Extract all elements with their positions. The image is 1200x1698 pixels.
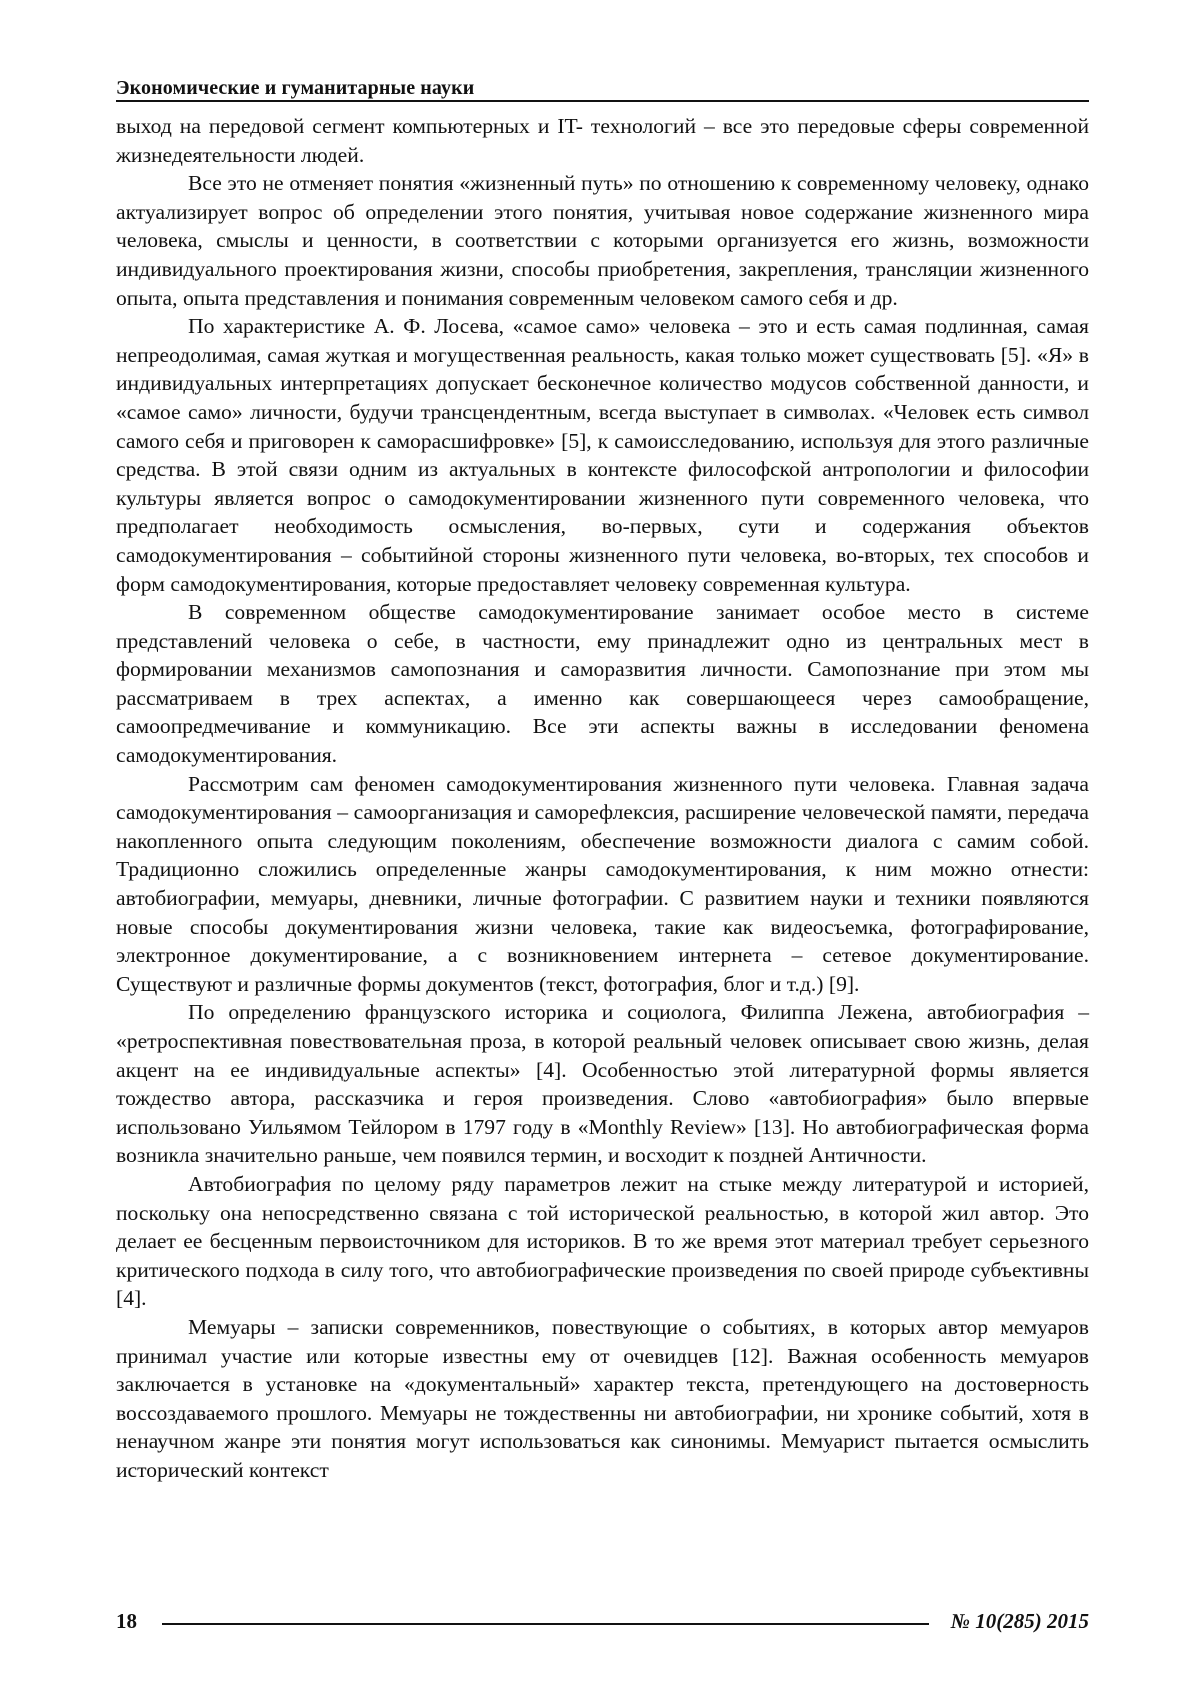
page-footer <box>116 1608 1089 1638</box>
paragraph: Все это не отменяет понятия «жизненный путь» по отношению к современному человеку, однако актуализирует вопрос об определении этого понятия, учитывая новое содержание жизненного мира человека, смыслы и ценности, в соответствии с которыми организуется его жизнь, возможности индивидуального проектирования жизни, способы приобретения, закрепления, трансляции жизненного опыта, опыта представления и понимания современным человеком самого себя и др. <box>116 169 1089 312</box>
issue-number: № 10(285) 2015 <box>951 1608 1089 1634</box>
paragraph: Автобиография по целому ряду параметров лежит на стыке между литературой и историей, поскольку она непосредственно связана с той исторической реальностью, в которой жил автор. Это делает ее бесценным первоисточником для историков. В то же время этот материал требует серьезного критического подхода в силу того, что автобиографические произведения по своей природе субъективны [4]. <box>116 1170 1089 1313</box>
paragraph: В современном обществе самодокументирование занимает особое место в системе представлений человека о себе, в частности, ему принадлежит одно из центральных мест в формировании механизмов самопознания и саморазвития личности. Самопознание при этом мы рассматриваем в трех аспектах, а именно как совершающееся через самообращение, самоопредмечивание и коммуникацию. Все эти аспекты важны в исследовании феномена самодокументирования. <box>116 598 1089 770</box>
paragraph: По определению французского историка и социолога, Филиппа Лежена, автобиография – «ретроспективная повествовательная проза, в которой реальный человек описывает свою жизнь, делая акцент на ее индивидуальные аспекты» [4]. Особенностью этой литературной формы является тождество автора, рассказчика и героя произведения. Слово «автобиография» было впервые использовано Уильямом Тейлором в 1797 году в «Monthly Review» [13]. Но автобиографическая форма возникла значительно раньше, чем появился термин, и восходит к поздней Античности. <box>116 998 1089 1170</box>
paragraph: Рассмотрим сам феномен самодокументирования жизненного пути человека. Главная задача самодокументирования – самоорганизация и саморефлексия, расширение человеческой памяти, передача накопленного опыта следующим поколениям, обеспечение возможности диалога с самим собой. Традиционно сложились определенные жанры самодокументирования, к ним можно отнести: автобиографии, мемуары, дневники, личные фотографии. С развитием науки и техники появляются новые способы документирования жизни человека, такие как видеосъемка, фотографирование, электронное документирование, а с возникновением интернета – сетевое документирование. Существуют и различные формы документов (текст, фотография, блог и т.д.) [9]. <box>116 770 1089 999</box>
paragraph-continuation: выход на передовой сегмент компьютерных и IT- технологий – все это передовые сферы современной жизнедеятельности людей. <box>116 112 1089 169</box>
article-body <box>116 112 1089 1485</box>
running-header <box>116 76 1089 102</box>
footer-rule <box>162 1623 929 1625</box>
paragraph: Мемуары – записки современников, повествующие о событиях, в которых автор мемуаров принимал участие или которые известны ему от очевидцев [12]. Важная особенность мемуаров заключается в установке на «документальный» характер текста, претендующего на достоверность воссоздаваемого прошлого. Мемуары не тождественны ни автобиографии, ни хронике событий, хотя в ненаучном жанре эти понятия могут использоваться как синонимы. Мемуарист пытается осмыслить исторический контекст <box>116 1313 1089 1485</box>
page-number: 18 <box>116 1608 137 1634</box>
journal-title: Экономические и гуманитарные науки <box>116 77 474 99</box>
paragraph: По характеристике А. Ф. Лосева, «самое само» человека – это и есть самая подлинная, самая непреодолимая, самая жуткая и могущественная реальность, какая только может существовать [5]. «Я» в индивидуальных интерпретациях допускает бесконечное количество модусов собственной данности, и «самое само» личности, будучи трансцендентным, всегда выступает в символах. «Человек есть символ самого себя и приговорен к саморасшифровке» [5], к самоисследованию, используя для этого различные средства. В этой связи одним из актуальных в контексте философской антропологии и философии культуры является вопрос о самодокументировании жизненного пути современного человека, что предполагает необходимость осмысления, во-первых, сути и содержания объектов самодокументирования – событийной стороны жизненного пути человека, во-вторых, тех способов и форм самодокументирования, которые предоставляет человеку современная культура. <box>116 312 1089 598</box>
